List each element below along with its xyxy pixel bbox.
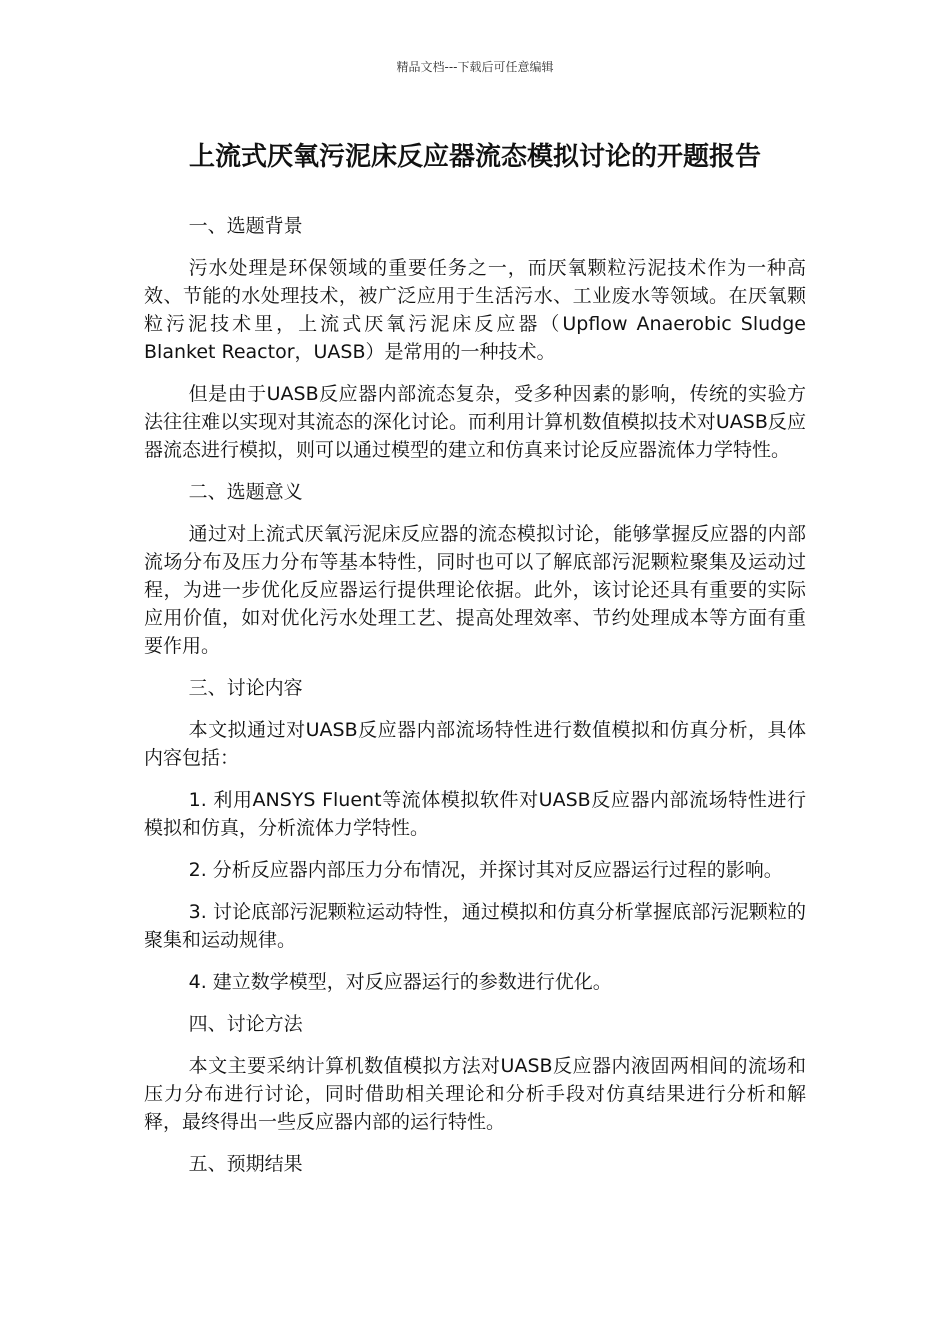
section-heading-significance: 二、选题意义 xyxy=(188,481,303,503)
paragraph-content-intro: 本文拟通过对UASB反应器内部流场特性进行数值模拟和仿真分析，具体内容包括： xyxy=(144,719,806,769)
section-heading-expected-results: 五、预期结果 xyxy=(188,1153,303,1175)
document-title: 上流式厌氧污泥床反应器流态模拟讨论的开题报告 xyxy=(188,142,761,172)
list-item-content-3: 3. 讨论底部污泥颗粒运动特性，通过模拟和仿真分析掌握底部污泥颗粒的聚集和运动规律。 xyxy=(144,901,806,951)
document-body xyxy=(144,212,806,1192)
list-item-content-4: 4. 建立数学模型，对反应器运行的参数进行优化。 xyxy=(188,971,612,993)
page-header-note: 精品文档---下载后可任意编辑 xyxy=(396,60,554,74)
section-heading-method: 四、讨论方法 xyxy=(188,1013,303,1035)
paragraph-background-1: 污水处理是环保领域的重要任务之一，而厌氧颗粒污泥技术作为一种高效、节能的水处理技术，被广泛应用于生活污水、工业废水等领域。在厌氧颗粒污泥技术里，上流式厌氧污泥床反应器（Upflow Anaerobic Sludge Blanket Reactor，UASB）是常用的一种技术。 xyxy=(144,257,806,363)
paragraph-method: 本文主要采纳计算机数值模拟方法对UASB反应器内液固两相间的流场和压力分布进行讨论，同时借助相关理论和分析手段对仿真结果进行分析和解释，最终得出一些反应器内部的运行特性。 xyxy=(144,1055,806,1133)
list-item-content-2: 2. 分析反应器内部压力分布情况，并探讨其对反应器运行过程的影响。 xyxy=(188,859,783,881)
section-heading-content: 三、讨论内容 xyxy=(188,677,303,699)
paragraph-background-2: 但是由于UASB反应器内部流态复杂，受多种因素的影响，传统的实验方法往往难以实现对其流态的深化讨论。而利用计算机数值模拟技术对UASB反应器流态进行模拟，则可以通过模型的建立和仿真来讨论反应器流体力学特性。 xyxy=(144,383,806,461)
list-item-content-1: 1. 利用ANSYS Fluent等流体模拟软件对UASB反应器内部流场特性进行模拟和仿真，分析流体力学特性。 xyxy=(144,789,806,839)
section-heading-background: 一、选题背景 xyxy=(188,215,303,237)
paragraph-significance: 通过对上流式厌氧污泥床反应器的流态模拟讨论，能够掌握反应器的内部流场分布及压力分布等基本特性，同时也可以了解底部污泥颗粒聚集及运动过程，为进一步优化反应器运行提供理论依据。此外，该讨论还具有重要的实际应用价值，如对优化污水处理工艺、提高处理效率、节约处理成本等方面有重要作用。 xyxy=(144,523,806,657)
